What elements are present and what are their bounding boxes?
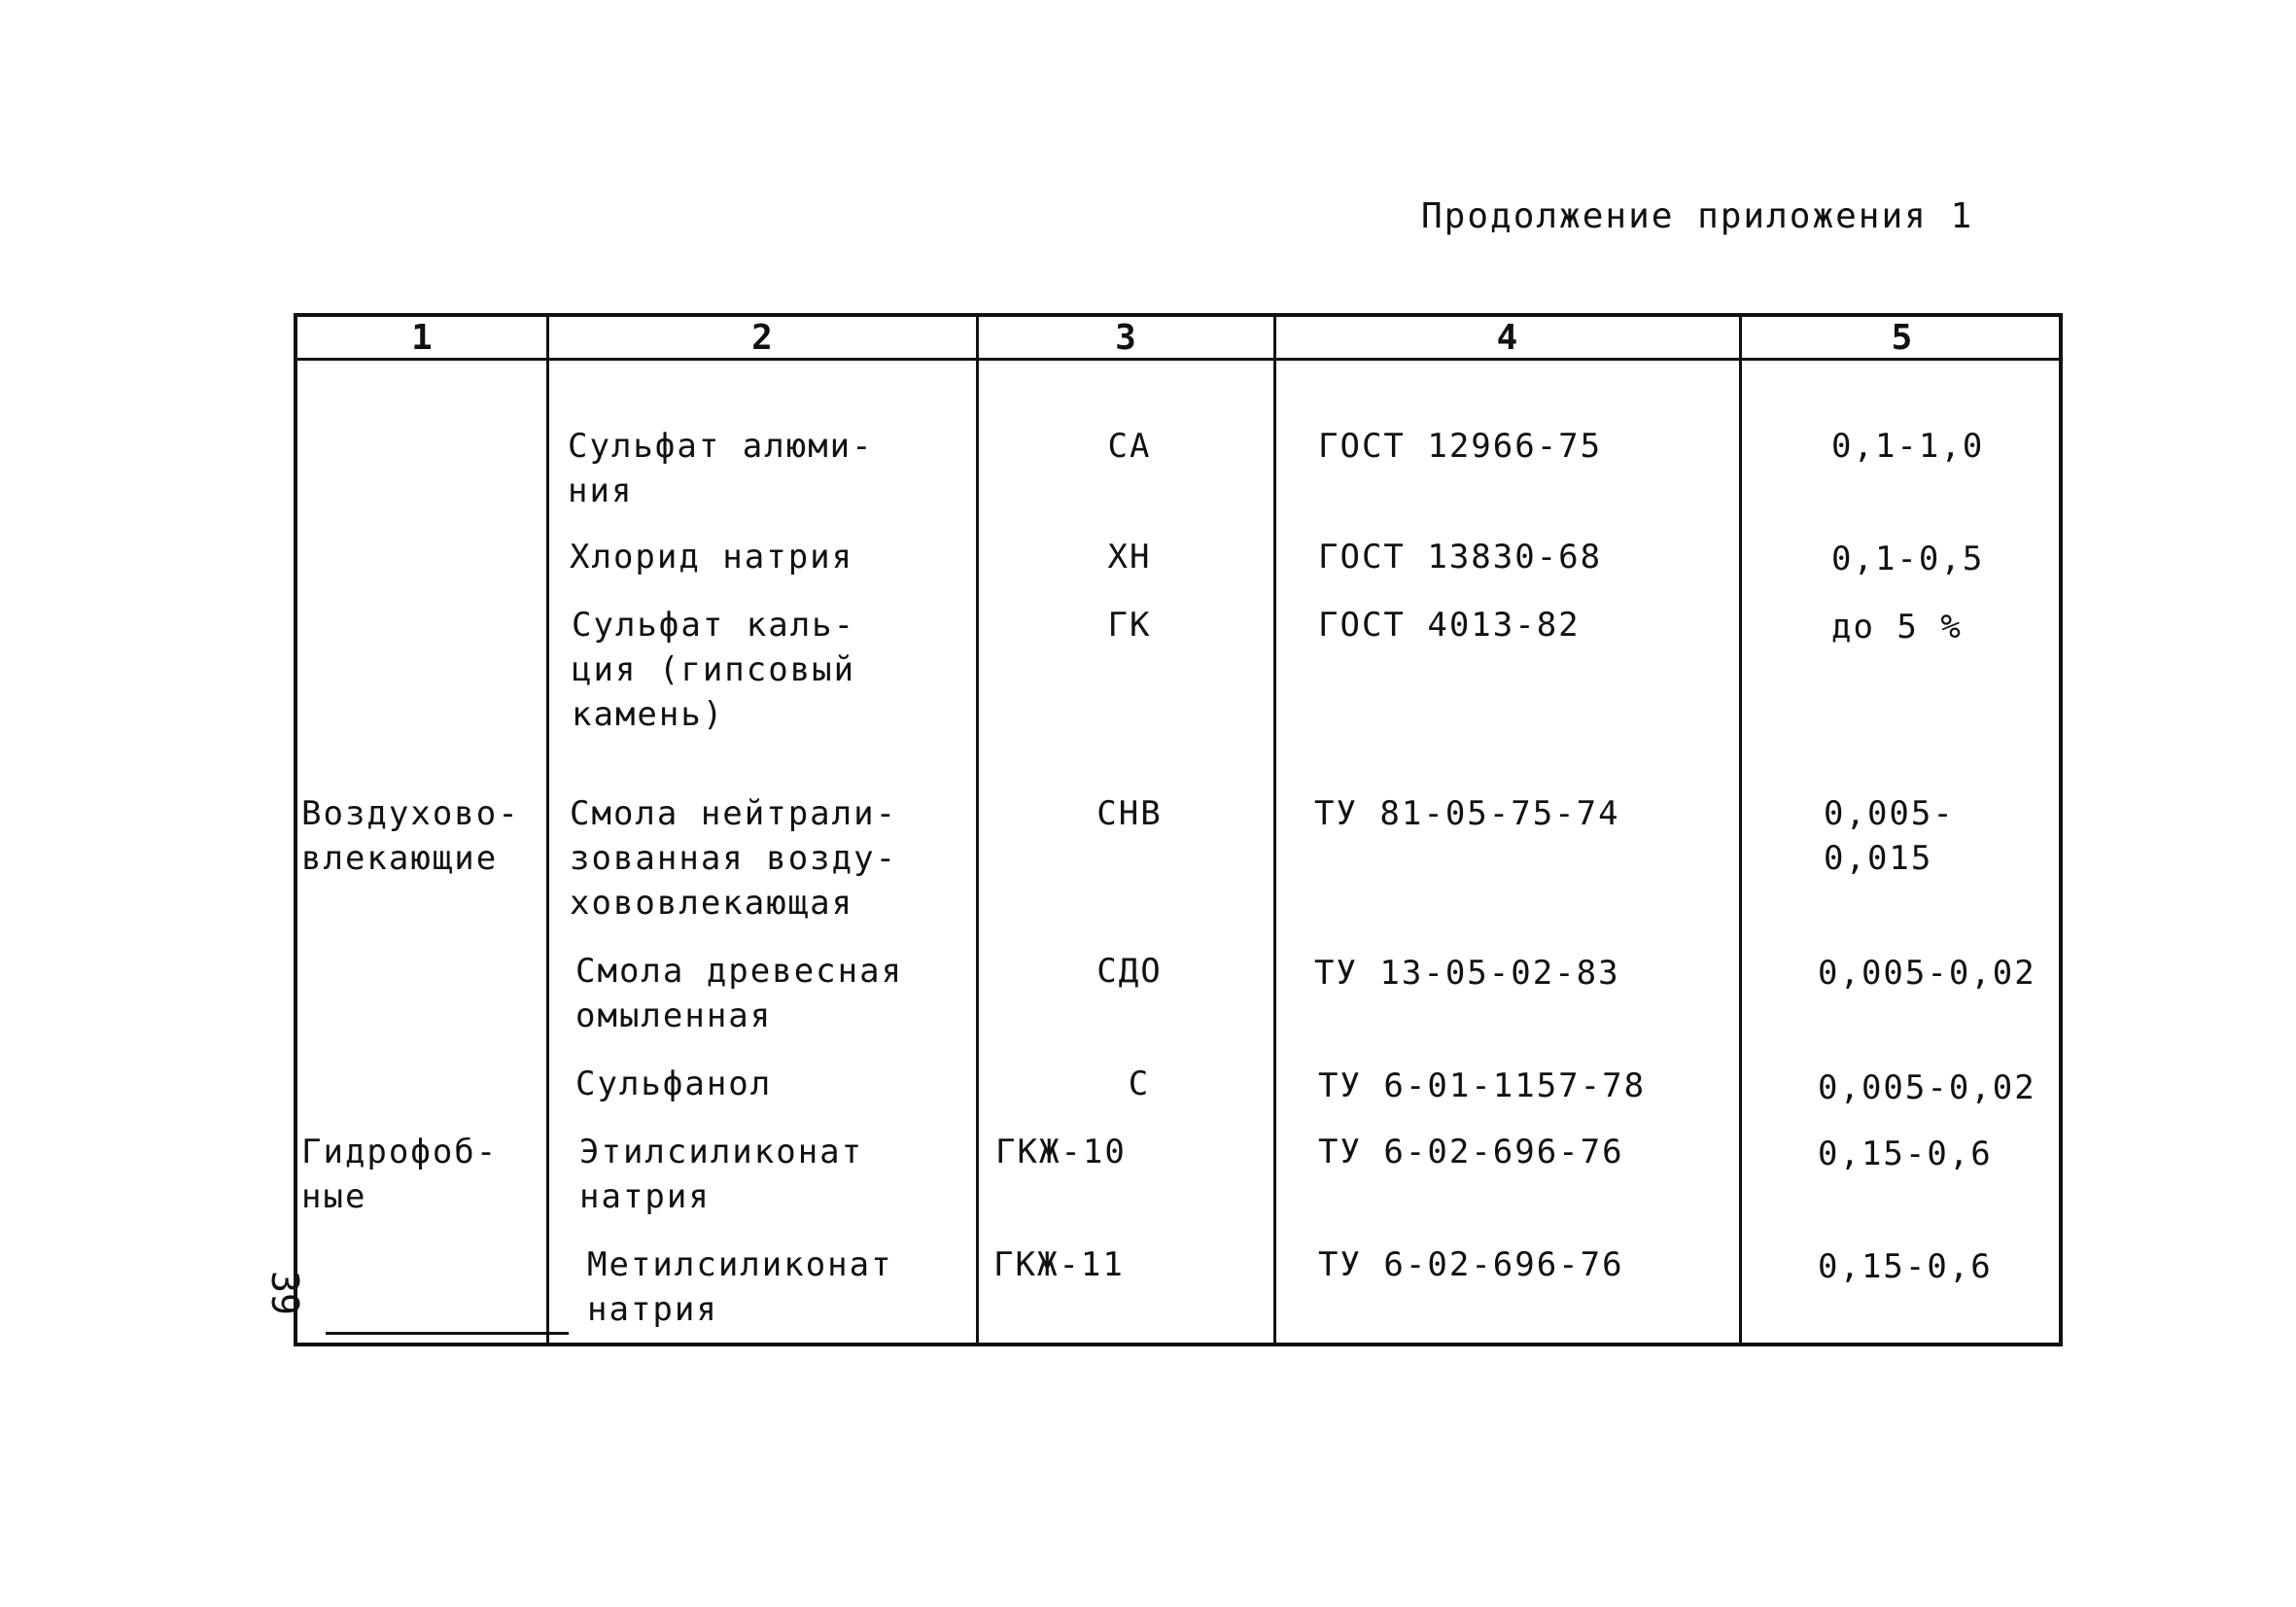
additive-dosage: 0,1-1,0 bbox=[1831, 427, 1985, 466]
additive-name: Метилсиликонат натрия bbox=[587, 1245, 893, 1329]
additive-standard: ГОСТ 12966-75 bbox=[1318, 427, 1603, 466]
additive-dosage: 0,15-0,6 bbox=[1818, 1247, 1993, 1286]
additive-dosage: 0,1-0,5 bbox=[1831, 540, 1985, 578]
column-header-5: 5 bbox=[1891, 318, 1913, 358]
additive-code: ГКЖ-11 bbox=[993, 1245, 1125, 1284]
additive-code: СНВ bbox=[1096, 794, 1163, 833]
additive-dosage: до 5 % bbox=[1831, 608, 1963, 646]
additive-standard: ТУ 6-02-696-76 bbox=[1318, 1245, 1624, 1284]
additive-code: ХН bbox=[1107, 538, 1152, 576]
additive-name: Смола древесная омыленная bbox=[575, 952, 904, 1035]
column-header-2: 2 bbox=[751, 318, 773, 358]
additive-name: Сульфанол bbox=[575, 1065, 773, 1103]
additive-name: Смола нейтрали- зованная возду- хововлекающая bbox=[570, 794, 898, 923]
additive-name: Хлорид натрия bbox=[570, 538, 854, 576]
additives-table bbox=[294, 313, 2063, 1346]
column-divider bbox=[1739, 317, 1742, 1343]
additive-standard: ТУ 6-01-1157-78 bbox=[1318, 1066, 1647, 1105]
additive-standard: ГОСТ 13830-68 bbox=[1318, 538, 1603, 576]
additive-standard: ТУ 81-05-75-74 bbox=[1314, 794, 1620, 833]
additive-standard: ТУ 13-05-02-83 bbox=[1314, 954, 1620, 993]
group-label: Воздухово- влекающие bbox=[301, 794, 520, 878]
additive-name: Этилсиликонат натрия bbox=[579, 1133, 864, 1216]
additive-dosage: 0,15-0,6 bbox=[1818, 1135, 1993, 1173]
column-divider bbox=[546, 317, 549, 1343]
column-header-3: 3 bbox=[1115, 318, 1136, 358]
bottom-rule bbox=[326, 1332, 569, 1335]
additive-name: Сульфат каль- ция (гипсовый камень) bbox=[572, 606, 856, 734]
column-divider bbox=[976, 317, 979, 1343]
additive-dosage: 0,005-0,02 bbox=[1818, 954, 2036, 993]
additive-name: Сульфат алюми- ния bbox=[568, 427, 874, 510]
header-divider bbox=[297, 358, 2059, 361]
group-label: Гидрофоб- ные bbox=[301, 1133, 499, 1216]
additive-dosage: 0,005-0,015 bbox=[1824, 794, 1955, 878]
page-heading: Продолжение приложения 1 bbox=[1421, 196, 1974, 236]
column-header-1: 1 bbox=[411, 318, 433, 358]
additive-code: СДО bbox=[1096, 952, 1163, 991]
additive-standard: ГОСТ 4013-82 bbox=[1318, 606, 1581, 645]
additive-code: С bbox=[1128, 1065, 1151, 1103]
additive-dosage: 0,005-0,02 bbox=[1818, 1068, 2036, 1107]
page-number: 39 bbox=[262, 1271, 306, 1315]
additive-standard: ТУ 6-02-696-76 bbox=[1318, 1133, 1624, 1171]
column-divider bbox=[1273, 317, 1276, 1343]
additive-code: ГКЖ-10 bbox=[995, 1133, 1127, 1171]
additive-code: СА bbox=[1107, 427, 1152, 466]
additive-code: ГК bbox=[1107, 606, 1152, 645]
column-header-4: 4 bbox=[1496, 318, 1518, 358]
